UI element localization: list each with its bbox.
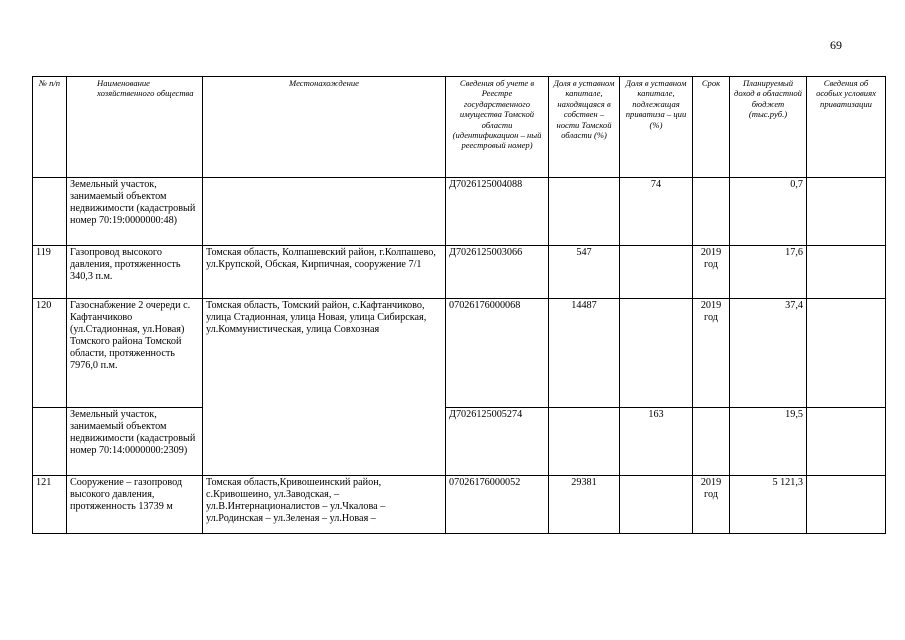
header-income: Планируемый доход в областной бюджет (тыс.руб.) (730, 77, 807, 178)
cell-income: 17,6 (730, 246, 807, 299)
table-row (33, 408, 886, 476)
cell-registry: Д7026125004088 (446, 178, 549, 246)
table-row (33, 178, 886, 246)
cell-income: 19,5 (730, 408, 807, 476)
header-share-privatize: Доля в уставном капитале, подлежащая приватиза – ции (%) (620, 77, 693, 178)
cell-share-owned: 29381 (549, 476, 620, 534)
cell-share-owned (549, 408, 620, 476)
cell-num (33, 178, 67, 246)
privatization-table (32, 76, 886, 534)
page-number: 69 (830, 38, 842, 52)
cell-location (203, 178, 446, 246)
cell-income: 5 121,3 (730, 476, 807, 534)
cell-term: 2019 год (693, 476, 730, 534)
cell-share-owned: 547 (549, 246, 620, 299)
header-registry: Сведения об учете в Реестре государственного имущества Томской области (идентификацион – ный реестровый номер) (446, 77, 549, 178)
cell-name: Сооружение – газопровод высокого давления, протяженность 13739 м (67, 476, 203, 534)
cell-term (693, 178, 730, 246)
cell-term: 2019 год (693, 246, 730, 299)
cell-num: 119 (33, 246, 67, 299)
cell-share-privatize (620, 476, 693, 534)
cell-conditions (807, 299, 886, 408)
table-row (33, 299, 886, 408)
cell-name: Газоснабжение 2 очереди с. Кафтанчиково (ул.Стадионная, ул.Новая) Томского района Томской области, протяженность 7976,0 п.м. (67, 299, 203, 408)
cell-share-privatize (620, 299, 693, 408)
cell-conditions (807, 408, 886, 476)
header-num: № п/п (33, 77, 67, 178)
cell-share-privatize (620, 246, 693, 299)
cell-name: Земельный участок, занимаемый объектом недвижимости (кадастровый номер 70:14:0000000:2309) (67, 408, 203, 476)
header-share-owned: Доля в уставном капитале, находящаяся в собствен – ности Томской области (%) (549, 77, 620, 178)
table-row (33, 246, 886, 299)
cell-registry: 07026176000068 (446, 299, 549, 408)
cell-income: 37,4 (730, 299, 807, 408)
header-name: Наименование хозяйственного общества (67, 77, 203, 178)
cell-share-privatize: 163 (620, 408, 693, 476)
cell-conditions (807, 178, 886, 246)
cell-num: 121 (33, 476, 67, 534)
cell-term: 2019 год (693, 299, 730, 408)
cell-location: Томская область, Томский район, с.Кафтанчиково, улица Стадионная, улица Новая, улица Сибирская, ул.Коммунистическая, улица Совхозная (203, 299, 446, 476)
cell-name: Земельный участок, занимаемый объектом недвижимости (кадастровый номер 70:19:0000000:48) (67, 178, 203, 246)
cell-num (33, 408, 67, 476)
cell-income: 0,7 (730, 178, 807, 246)
cell-num: 120 (33, 299, 67, 408)
cell-term (693, 408, 730, 476)
cell-registry: Д7026125003066 (446, 246, 549, 299)
cell-location: Томская область,Кривошеинский район, с.Кривошеино, ул.Заводская, – ул.В.Интернационалистов – ул.Чкалова – ул.Родинская – ул.Зеленая – ул.Новая – (203, 476, 446, 534)
cell-share-owned (549, 178, 620, 246)
header-conditions: Сведения об особых условиях приватизации (807, 77, 886, 178)
header-term: Срок (693, 77, 730, 178)
table-row (33, 476, 886, 534)
cell-name: Газопровод высокого давления, протяженность 340,3 п.м. (67, 246, 203, 299)
cell-registry: Д7026125005274 (446, 408, 549, 476)
cell-registry: 07026176000052 (446, 476, 549, 534)
cell-location: Томская область, Колпашевский район, г.Колпашево, ул.Крупской, Обская, Кирпичная, сооружение 7/1 (203, 246, 446, 299)
cell-conditions (807, 476, 886, 534)
header-location: Местонахождение (203, 77, 446, 178)
header-row (33, 77, 886, 178)
cell-conditions (807, 246, 886, 299)
cell-share-owned: 14487 (549, 299, 620, 408)
cell-share-privatize: 74 (620, 178, 693, 246)
